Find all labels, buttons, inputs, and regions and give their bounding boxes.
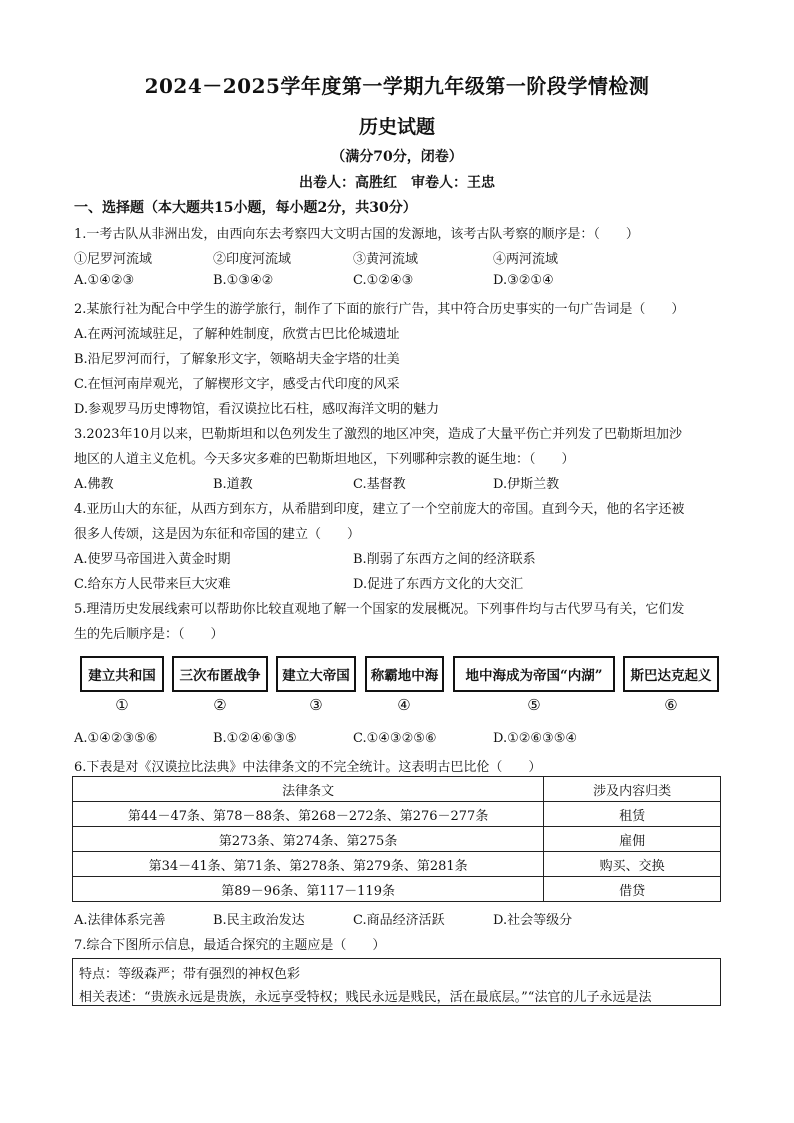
exam-subject: 历史试题	[358, 116, 435, 138]
q1-item: ③黄河流域	[353, 252, 419, 267]
q5-event-number: ⑤	[527, 696, 541, 714]
q5-event-box: 建立大帝国	[276, 656, 356, 692]
table-cell: 第44－47条、第78－88条、第268－272条、第276－277条	[73, 802, 544, 827]
table-cell: 第34－41条、第71条、第278条、第279条、第281条	[73, 852, 544, 877]
table-row	[73, 802, 721, 827]
q2-option-a[interactable]: A.在两河流域驻足，了解种姓制度，欣赏古巴比伦城遗址	[74, 327, 400, 342]
table-cell: 第89－96条、第117－119条	[73, 877, 544, 902]
q1-option-a[interactable]: A.①④②③	[74, 273, 135, 288]
q4-option-c[interactable]: C.给东方人民带来巨大灾难	[74, 577, 231, 592]
q6-option-a[interactable]: A.法律体系完善	[74, 913, 166, 928]
q1-option-b[interactable]: B.①③④②	[213, 273, 274, 288]
table-cell: 购买、交换	[544, 852, 721, 877]
table-cell: 租赁	[544, 802, 721, 827]
q7-stem: 7.综合下图所示信息，最适合探究的主题应是（ ）	[74, 938, 386, 953]
q3-stem-line1: 3.2023年10月以来，巴勒斯坦和以色列发生了激烈的地区冲突，造成了大量平伤亡并列发了巴勒斯坦加沙	[74, 427, 683, 442]
q4-stem-line2: 很多人传颂，这是因为东征和帝国的建立（ ）	[74, 527, 361, 542]
q5-event-box: 建立共和国	[80, 656, 164, 692]
q5-option-d[interactable]: D.①②⑥③⑤④	[493, 731, 578, 746]
q1-item: ②印度河流域	[213, 252, 292, 267]
q5-event-number: ④	[397, 696, 411, 714]
q3-option-d[interactable]: D.伊斯兰教	[493, 477, 560, 492]
table-header: 法律条文	[73, 777, 544, 802]
exam-note: （满分70分，闭卷）	[331, 149, 463, 165]
q7-material-line1: 特点：等级森严；带有强烈的神权色彩	[79, 967, 301, 982]
q6-option-c[interactable]: C.商品经济活跃	[353, 913, 445, 928]
q7-material-line2: 相关表述：“贵族永远是贵族，永远享受特权；贱民永远是贱民，活在最底层。”“法官的儿子永远是法	[79, 990, 652, 1005]
law-table	[72, 776, 721, 902]
exam-title: 2024－2025学年度第一学期九年级第一阶段学情检测	[144, 74, 650, 98]
q2-option-b[interactable]: B.沿尼罗河而行，了解象形文字，领略胡夫金字塔的壮美	[74, 352, 400, 367]
table-header: 涉及内容归类	[544, 777, 721, 802]
q5-event-number: ②	[213, 696, 227, 714]
q1-item: ④两河流域	[493, 252, 559, 267]
q1-option-d[interactable]: D.③②①④	[493, 273, 554, 288]
q5-event-number: ①	[115, 696, 129, 714]
q5-event-box: 三次布匿战争	[172, 656, 268, 692]
q5-event-box: 称霸地中海	[365, 656, 444, 692]
q3-option-c[interactable]: C.基督教	[353, 477, 406, 492]
q1-stem: 1.一考古队从非洲出发，由西向东去考察四大文明古国的发源地，该考古队考察的顺序是：（ ）	[74, 227, 639, 242]
q4-option-d[interactable]: D.促进了东西方文化的大交汇	[353, 577, 524, 592]
table-header-row	[73, 777, 721, 802]
section-heading: 一、选择题（本大题共15小题，每小题2分，共30分）	[74, 200, 417, 216]
q3-stem-line2: 地区的人道主义危机。今天多灾多难的巴勒斯坦地区，下列哪种宗教的诞生地：（ ）	[74, 452, 575, 467]
q1-option-c[interactable]: C.①②④③	[353, 273, 414, 288]
q4-option-a[interactable]: A.使罗马帝国进入黄金时期	[74, 552, 231, 567]
q5-option-a[interactable]: A.①④②③⑤⑥	[74, 731, 158, 746]
exam-authors: 出卷人：高胜红 审卷人：王忠	[299, 175, 495, 191]
q6-option-d[interactable]: D.社会等级分	[493, 913, 573, 928]
table-row	[73, 852, 721, 877]
q3-option-b[interactable]: B.道教	[213, 477, 253, 492]
table-cell: 雇佣	[544, 827, 721, 852]
table-cell: 第273条、第274条、第275条	[73, 827, 544, 852]
table-cell: 借贷	[544, 877, 721, 902]
q4-option-b[interactable]: B.削弱了东西方之间的经济联系	[353, 552, 536, 567]
q6-stem: 6.下表是对《汉谟拉比法典》中法律条文的不完全统计。这表明古巴比伦（ ）	[74, 760, 542, 775]
q5-stem-line2: 生的先后顺序是：（ ）	[74, 627, 224, 642]
q5-event-box: 斯巴达克起义	[623, 656, 719, 692]
q2-option-d[interactable]: D.参观罗马历史博物馆，看汉谟拉比石柱，感叹海洋文明的魅力	[74, 402, 440, 417]
q5-option-b[interactable]: B.①②④⑥③⑤	[213, 731, 297, 746]
q6-option-b[interactable]: B.民主政治发达	[213, 913, 305, 928]
q7-material-box	[72, 958, 721, 1006]
q5-stem-line1: 5.理清历史发展线索可以帮助你比较直观地了解一个国家的发展概况。下列事件均与古代罗马有关，它们发	[74, 602, 685, 617]
q2-option-c[interactable]: C.在恒河南岸观光，了解楔形文字，感受古代印度的风采	[74, 377, 400, 392]
q5-event-number: ③	[309, 696, 323, 714]
q2-stem: 2.某旅行社为配合中学生的游学旅行，制作了下面的旅行广告，其中符合历史事实的一句广告词是（ ）	[74, 302, 685, 317]
q1-item: ①尼罗河流域	[74, 252, 153, 267]
q5-event-box: 地中海成为帝国“内湖”	[453, 656, 615, 692]
q4-stem-line1: 4.亚历山大的东征，从西方到东方，从希腊到印度，建立了一个空前庞大的帝国。直到今天，他的名字还被	[74, 502, 685, 517]
q5-option-c[interactable]: C.①④③②⑤⑥	[353, 731, 437, 746]
q3-option-a[interactable]: A.佛教	[74, 477, 114, 492]
q5-event-number: ⑥	[664, 696, 678, 714]
table-row	[73, 877, 721, 902]
table-row	[73, 827, 721, 852]
